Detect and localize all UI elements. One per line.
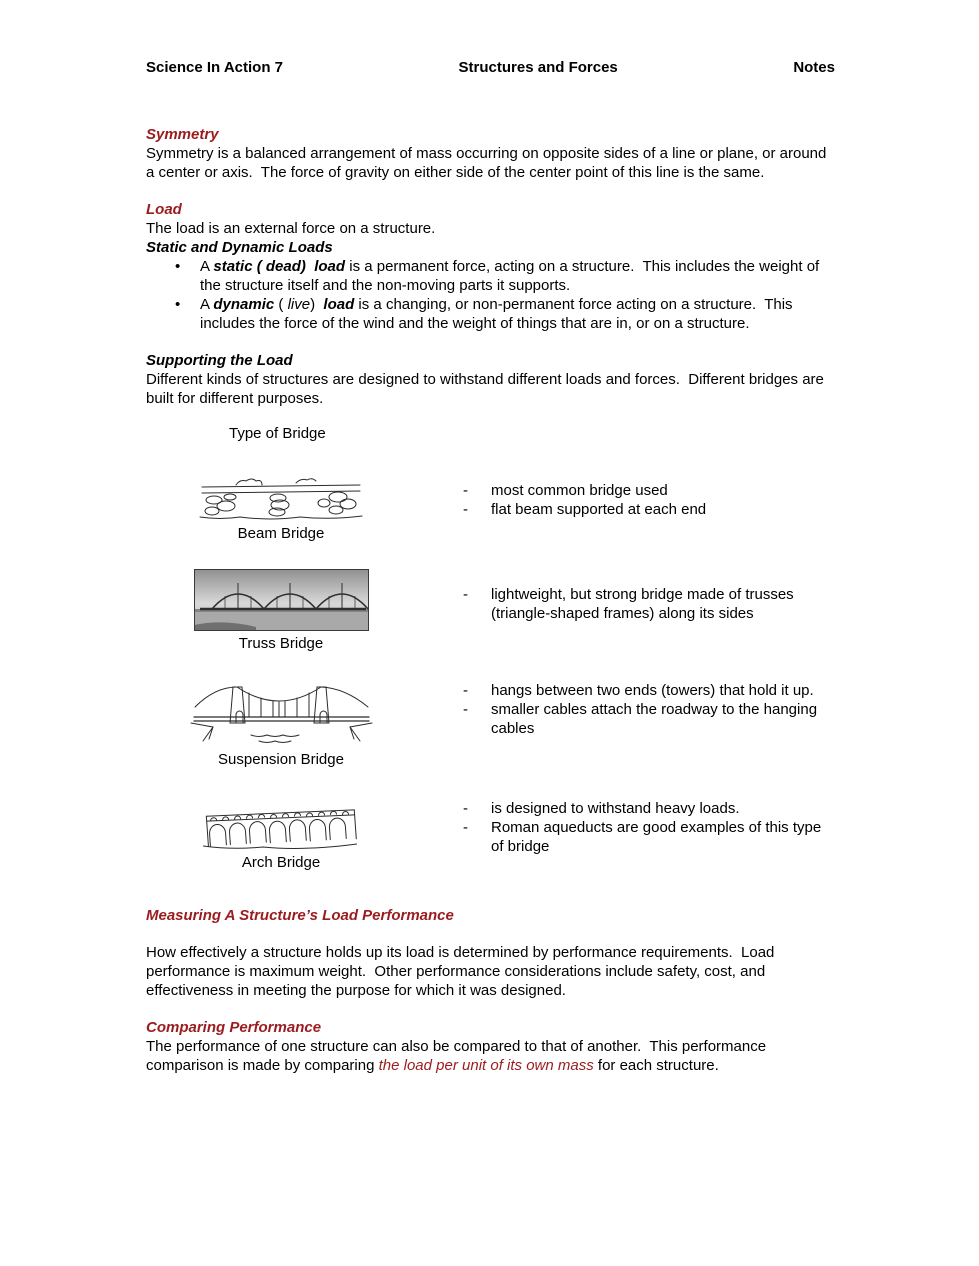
- suspension-bridge-caption: Suspension Bridge: [218, 751, 344, 768]
- comparing-heading: Comparing Performance: [146, 1019, 322, 1036]
- dash-marker: -: [463, 501, 468, 518]
- symmetry-heading: Symmetry: [146, 126, 219, 143]
- bullet-marker: •: [175, 258, 181, 275]
- dynamic-load-text: [200, 295, 835, 333]
- note-text: most common bridge used: [491, 482, 668, 499]
- note-text: Roman aqueducts are good examples of this type of bridge: [491, 819, 826, 855]
- suspension-bridge-image: [189, 679, 374, 747]
- header-notes-label: Notes: [793, 59, 835, 76]
- dash-marker: -: [463, 800, 468, 817]
- truss-bridge-figure: [146, 569, 416, 653]
- beam-bridge-caption: Beam Bridge: [237, 525, 325, 542]
- dynamic-mid2: ): [310, 296, 324, 313]
- note-text: flat beam supported at each end: [491, 501, 707, 518]
- dynamic-term: dynamic: [213, 296, 275, 313]
- header-title: Structures and Forces: [458, 59, 618, 76]
- note-row: [463, 500, 835, 519]
- note-row: [463, 700, 835, 738]
- comparing-pre: The performance of one structure can also be compared to that of another. This performance comparison is made by comparing: [146, 1038, 771, 1074]
- note-row: [463, 681, 835, 700]
- beam-bridge-notes: [463, 473, 835, 543]
- load-intro: The load is an external force on a structure.: [146, 220, 436, 237]
- symmetry-paragraph: Symmetry is a balanced arrangement of mass occurring on opposite sides of a line or plane, or around a center or axis. The force of gravity on either side of the center point of this line is the same.: [146, 145, 831, 181]
- dynamic-load-bullet: [146, 295, 835, 333]
- dash-marker: -: [463, 682, 468, 699]
- supporting-paragraph: Different kinds of structures are designed to withstand different loads and forces. Different bridges are built for different purposes.: [146, 371, 829, 407]
- dynamic-rest: is a changing, or non-permanent force acting on a structure. This includes the force of the wind and the weight of things that are in, or on a structure.: [200, 296, 797, 332]
- static-term: static ( dead) load: [213, 258, 346, 275]
- suspension-bridge-notes: [463, 679, 835, 769]
- truss-bridge-row: [146, 569, 835, 653]
- truss-bridge-caption: Truss Bridge: [238, 635, 324, 652]
- dynamic-mid1: (: [274, 296, 288, 313]
- beam-bridge-figure: [146, 473, 416, 543]
- note-text: hangs between two ends (towers) that hold it up.: [491, 682, 814, 699]
- dash-marker: -: [463, 701, 468, 718]
- note-row: [463, 585, 835, 623]
- static-dynamic-subheading: Static and Dynamic Loads: [146, 239, 333, 256]
- arch-bridge-figure: [146, 795, 416, 872]
- bullet-marker: •: [175, 296, 181, 313]
- static-rest: is a permanent force, acting on a structure. This includes the weight of the structure itself and the non-moving parts it supports.: [200, 258, 824, 294]
- static-load-text: [200, 257, 835, 295]
- suspension-bridge-row: [146, 679, 835, 769]
- note-row: [463, 818, 835, 856]
- comparing-emphasis: the load per unit of its own mass: [378, 1057, 594, 1074]
- header-course: Science In Action 7: [146, 59, 283, 76]
- note-row: [463, 799, 835, 818]
- note-row: [463, 481, 835, 500]
- dynamic-pre: A: [200, 296, 214, 313]
- dash-marker: -: [463, 819, 468, 836]
- type-of-bridge-label: Type of Bridge: [229, 425, 326, 442]
- arch-bridge-caption: Arch Bridge: [241, 854, 321, 871]
- live-term: live: [287, 296, 311, 313]
- supporting-heading: Supporting the Load: [146, 352, 293, 369]
- arch-bridge-row: [146, 795, 835, 872]
- comparing-post: for each structure.: [593, 1057, 719, 1074]
- truss-bridge-notes: [463, 569, 835, 653]
- truss-bridge-image: [194, 569, 369, 631]
- note-text: lightweight, but strong bridge made of trusses (triangle-shaped frames) along its sides: [491, 586, 798, 622]
- measuring-paragraph: How effectively a structure holds up its load is determined by performance requirements. Load performance is maximum weight. Other performance considerations include safety, cost, and effectiveness in meeting the purpose for which it was designed.: [146, 944, 779, 999]
- suspension-bridge-figure: [146, 679, 416, 769]
- note-text: is designed to withstand heavy loads.: [491, 800, 740, 817]
- dash-marker: -: [463, 482, 468, 499]
- comparing-paragraph: [146, 1037, 835, 1075]
- arch-bridge-notes: [463, 795, 835, 872]
- dash-marker: -: [463, 586, 468, 603]
- beam-bridge-image: [196, 473, 366, 521]
- load-heading: Load: [146, 201, 182, 218]
- beam-bridge-row: [146, 473, 835, 543]
- static-pre: A: [200, 258, 214, 275]
- static-load-bullet: [146, 257, 835, 295]
- measuring-heading: Measuring A Structure’s Load Performance: [146, 907, 454, 924]
- load-term: load: [323, 296, 355, 313]
- arch-bridge-image: [201, 795, 361, 850]
- note-text: smaller cables attach the roadway to the hanging cables: [491, 701, 822, 737]
- page-header: [146, 58, 835, 77]
